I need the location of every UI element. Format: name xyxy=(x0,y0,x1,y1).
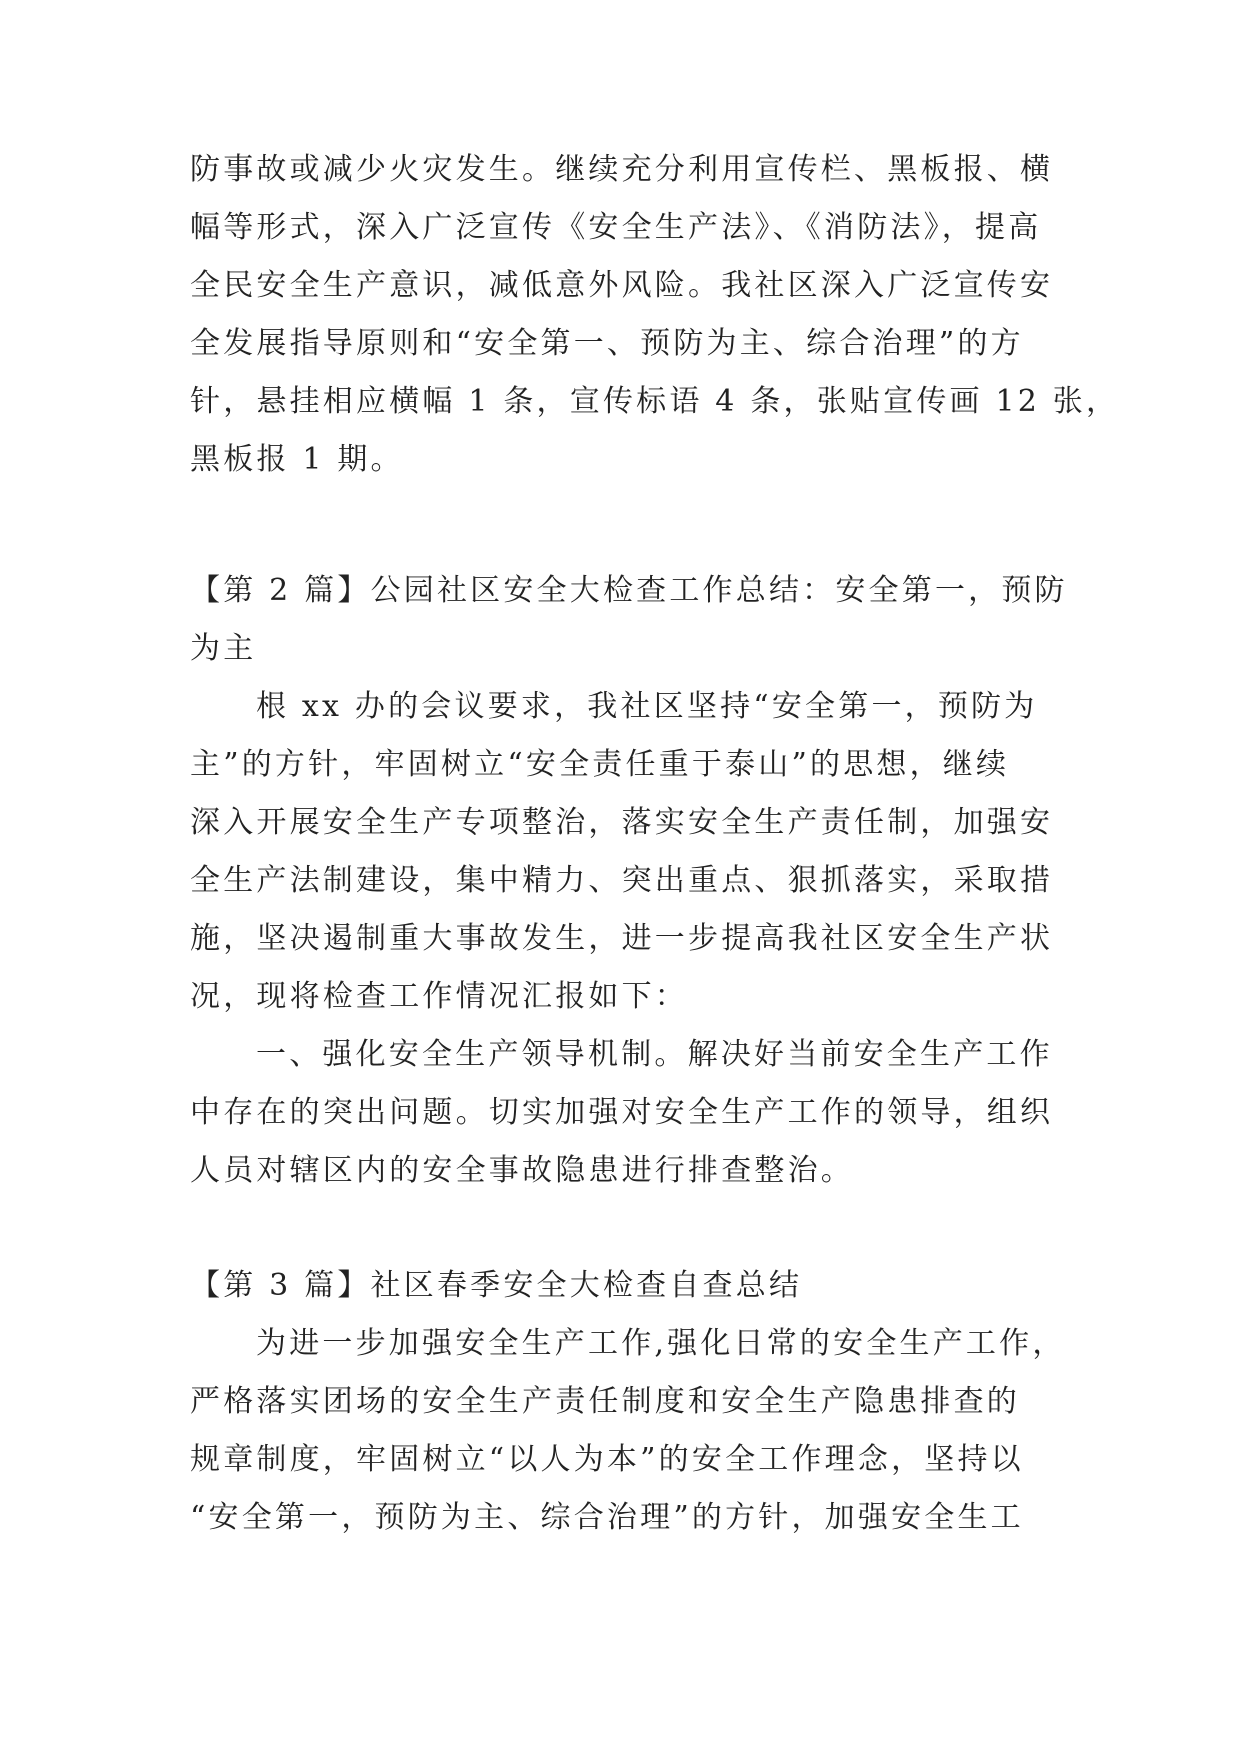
body-line: 针，悬挂相应横幅 1 条，宣传标语 4 条，张贴宣传画 12 张， xyxy=(190,384,1120,419)
body-line: 严格落实团场的安全生产责任制度和安全生产隐患排查的 xyxy=(190,1384,1020,1419)
section-title: 【第 3 篇】社区春季安全大检查自查总结 xyxy=(190,1268,803,1303)
section-title: 为主 xyxy=(190,631,257,666)
body-line: 况，现将检查工作情况汇报如下： xyxy=(190,979,688,1014)
body-line: 主”的方针，牢固树立“安全责任重于泰山”的思想，继续 xyxy=(190,747,1010,782)
body-line: 全发展指导原则和“安全第一、预防为主、综合治理”的方 xyxy=(190,326,1024,361)
body-line: 为进一步加强安全生产工作,强化日常的安全生产工作， xyxy=(256,1326,1066,1361)
body-line: 中存在的突出问题。切实加强对安全生产工作的领导，组织 xyxy=(190,1095,1054,1130)
section-title: 【第 2 篇】公园社区安全大检查工作总结：安全第一，预防 xyxy=(190,573,1068,608)
body-line: “安全第一，预防为主、综合治理”的方针，加强安全生工 xyxy=(190,1500,1024,1535)
body-line: 一、强化安全生产领导机制。解决好当前安全生产工作 xyxy=(256,1037,1053,1072)
body-line: 人员对辖区内的安全事故隐患进行排查整治。 xyxy=(190,1153,854,1188)
body-line: 规章制度，牢固树立“以人为本”的安全工作理念，坚持以 xyxy=(190,1442,1024,1477)
body-line: 根 xx 办的会议要求，我社区坚持“安全第一，预防为 xyxy=(256,689,1038,724)
body-line: 全民安全生产意识，减低意外风险。我社区深入广泛宣传安 xyxy=(190,268,1054,303)
body-line: 全生产法制建设，集中精力、突出重点、狠抓落实，采取措 xyxy=(190,863,1054,898)
body-line: 深入开展安全生产专项整治，落实安全生产责任制，加强安 xyxy=(190,805,1054,840)
body-line: 黑板报 1 期。 xyxy=(190,442,404,477)
body-line: 施，坚决遏制重大事故发生，进一步提高我社区安全生产状 xyxy=(190,921,1054,956)
body-line: 幅等形式，深入广泛宣传《安全生产法》、《消防法》，提高 xyxy=(190,210,1042,245)
body-line: 防事故或减少火灾发生。继续充分利用宣传栏、黑板报、横 xyxy=(190,152,1054,187)
